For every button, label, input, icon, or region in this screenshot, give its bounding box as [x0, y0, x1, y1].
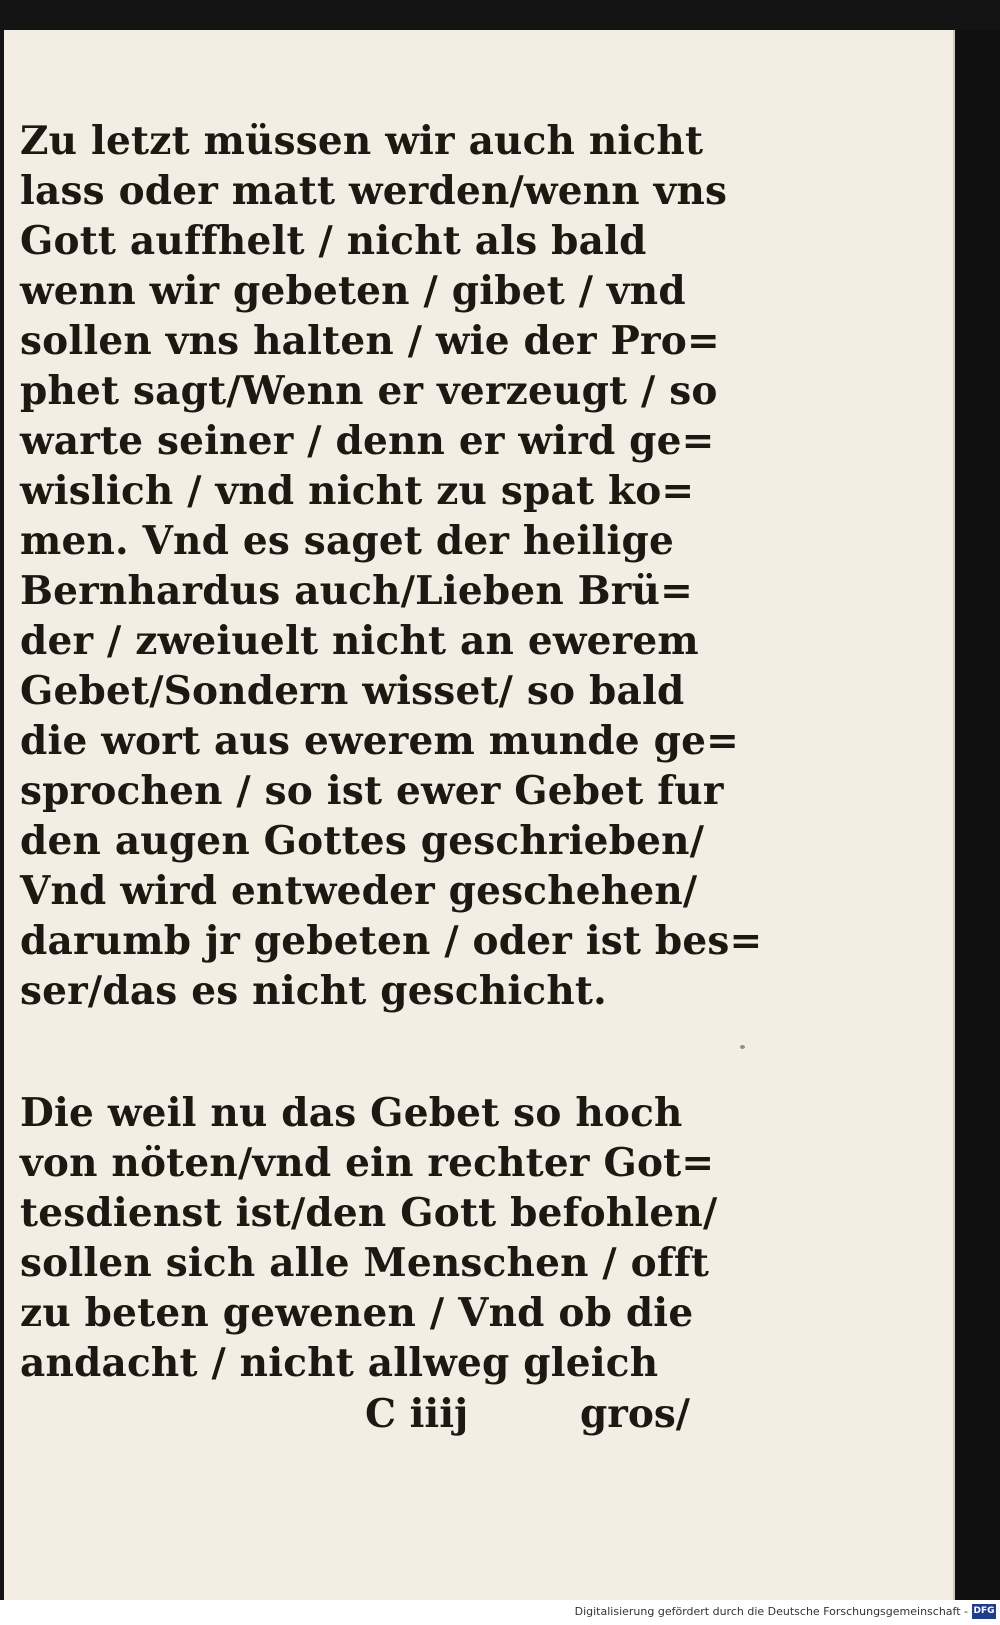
text-line: den augen Gottes geschrieben/ — [20, 818, 705, 864]
text-line: Die weil nu das Gebet so hoch — [20, 1090, 683, 1136]
catchword: gros/ — [580, 1391, 691, 1437]
page-text — [20, 116, 763, 1440]
paragraph-gap — [20, 1016, 720, 1088]
scan-background-edge — [955, 30, 1000, 1600]
text-line: sollen sich alle Menschen / offt — [20, 1240, 710, 1286]
text-line: sprochen / so ist ewer Gebet fur — [20, 768, 724, 814]
text-line: sollen vns halten / wie der Pro= — [20, 318, 720, 364]
book-page — [4, 30, 955, 1600]
paragraph-1 — [20, 116, 763, 1016]
text-line: Gott auffhelt / nicht als bald — [20, 218, 647, 264]
text-line: Gebet/Sondern wisset/ so bald — [20, 668, 685, 714]
text-line: die wort aus ewerem munde ge= — [20, 718, 739, 764]
text-line: lass oder matt werden/wenn vns — [20, 168, 728, 214]
text-line: phet sagt/Wenn er verzeugt / so — [20, 368, 718, 414]
text-line: ser/das es nicht geschicht. — [20, 968, 607, 1014]
text-line: Zu letzt müssen wir auch nicht — [20, 118, 704, 164]
text-line: men. Vnd es saget der heilige — [20, 518, 675, 564]
text-line: andacht / nicht allweg gleich — [20, 1340, 659, 1386]
text-line: Bernhardus auch/Lieben Brü= — [20, 568, 693, 614]
text-line: darumb jr gebeten / oder ist bes= — [20, 918, 763, 964]
text-line: wenn wir gebeten / gibet / vnd — [20, 268, 686, 314]
text-line: tesdienst ist/den Gott befohlen/ — [20, 1190, 718, 1236]
funding-notice: Digitalisierung gefördert durch die Deutsche Forschungsgemeinschaft - — [574, 1605, 968, 1618]
dfg-logo-icon: DFG — [972, 1604, 996, 1619]
digitization-footer — [0, 1600, 1000, 1625]
text-line: zu beten gewenen / Vnd ob die — [20, 1290, 694, 1336]
text-line: der / zweiuelt nicht an ewerem — [20, 618, 699, 664]
page-foot-line — [20, 1388, 720, 1440]
paragraph-2 — [20, 1088, 720, 1388]
paper-speck — [740, 1045, 745, 1049]
text-line: wislich / vnd nicht zu spat ko= — [20, 468, 695, 514]
text-line: warte seiner / denn er wird ge= — [20, 418, 715, 464]
signature-mark: C iiij — [365, 1391, 469, 1437]
text-line: Vnd wird entweder geschehen/ — [20, 868, 698, 914]
text-line: von nöten/vnd ein rechter Got= — [20, 1140, 715, 1186]
